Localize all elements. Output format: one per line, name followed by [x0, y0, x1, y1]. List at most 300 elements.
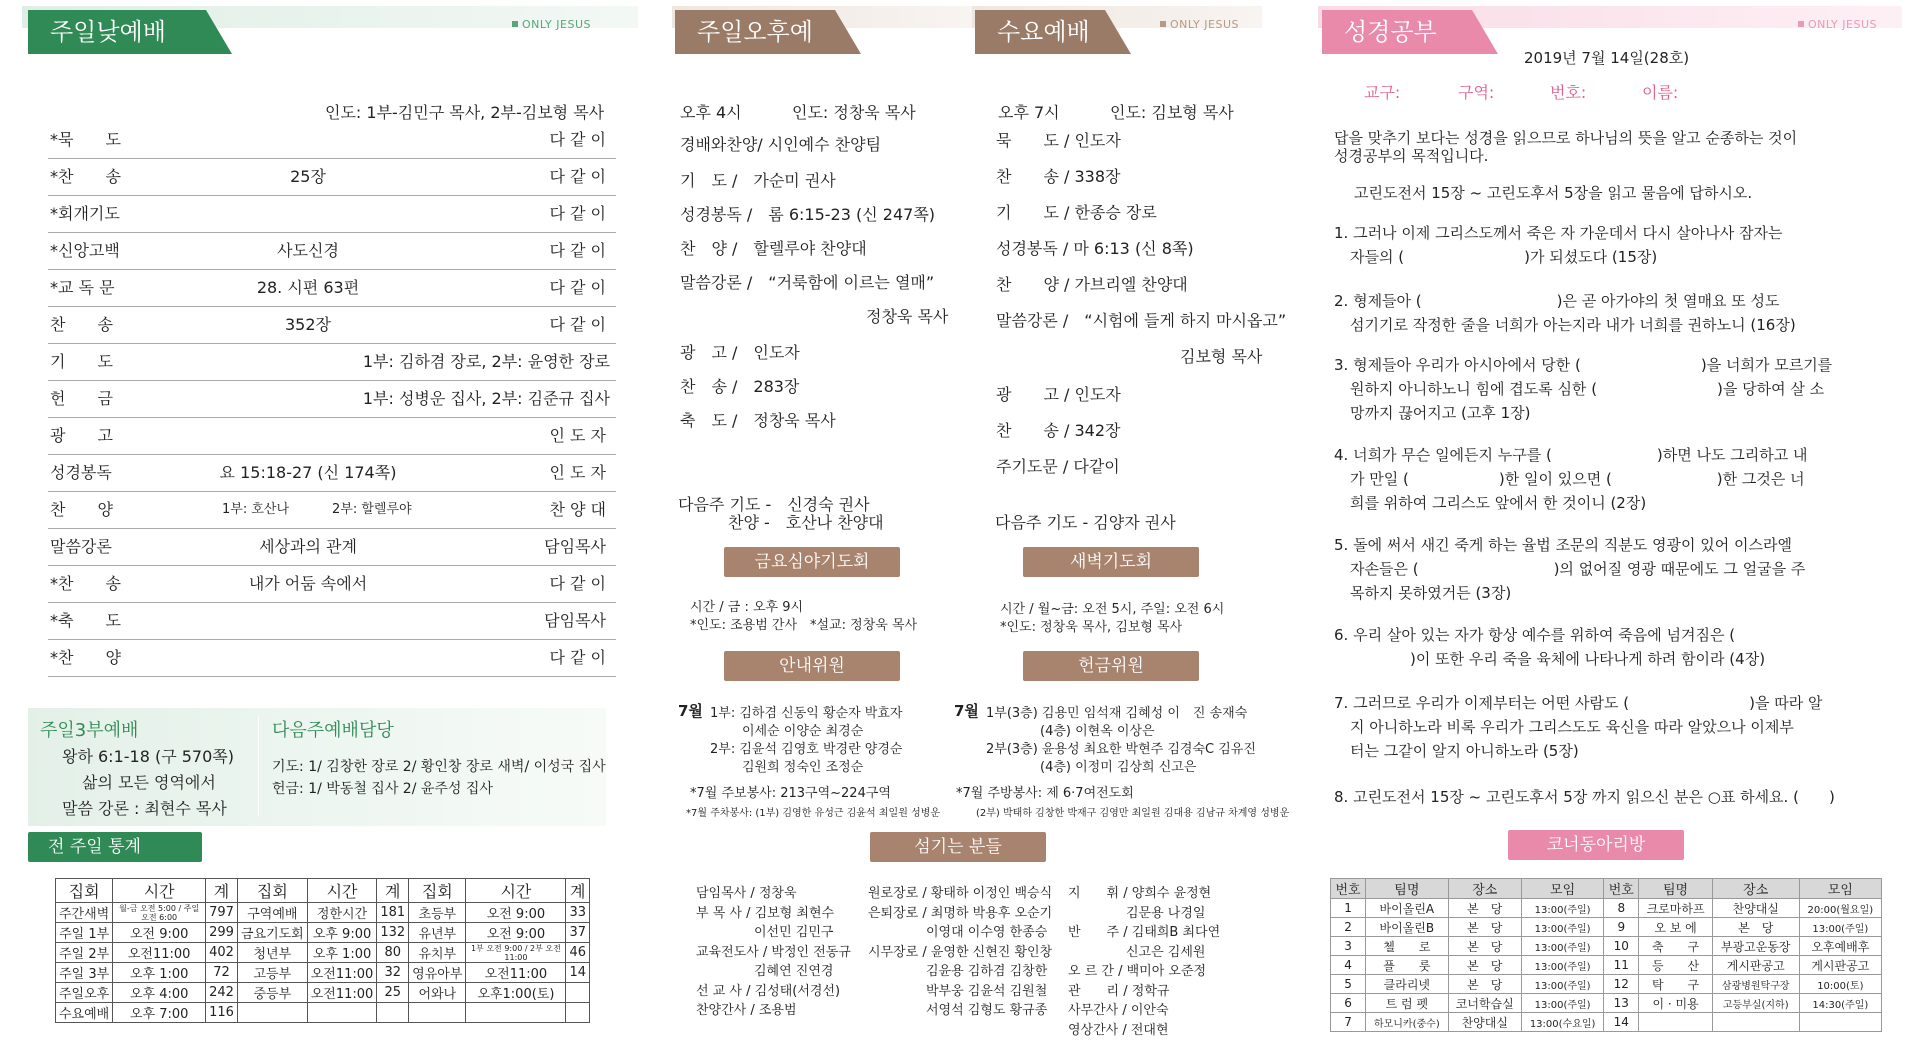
corner-cell: [1799, 1013, 1881, 1032]
order-leader: 담임목사: [544, 537, 606, 556]
stats-header-cell: 시간: [307, 879, 377, 903]
server-line: 찬양간사 / 조용범: [696, 1003, 797, 1018]
wednesday-title: 수요예배: [997, 18, 1090, 46]
corner-cell: 고등부실(지하): [1712, 994, 1799, 1013]
stats-cell: 주일 2부: [56, 943, 113, 963]
friday-prayer-title: 금요심야기도회: [754, 552, 870, 572]
server-line: 교육전도사 / 박정인 전동규: [696, 944, 851, 960]
stats-cell: 유치부: [409, 943, 466, 963]
offering-line: (4층) 이현옥 이상은: [1040, 724, 1155, 739]
order-item: 기 도: [50, 352, 113, 371]
order-row: [48, 603, 616, 640]
offering-title: 헌금위원: [1078, 656, 1144, 676]
sunday-afternoon-title: 주일오후예배: [697, 18, 813, 90]
corner-club-table: [1330, 878, 1882, 1032]
stats-header-cell: 계: [377, 879, 409, 903]
order-row: [48, 122, 616, 159]
afternoon-order-line: 경배와찬양/ 시인예수 찬양팀: [680, 135, 882, 154]
order-item: *찬 송: [50, 167, 121, 186]
stats-cell: 오후 7:00: [113, 1003, 206, 1023]
order-leader: 다 같 이: [549, 204, 606, 223]
corner-row: [1331, 937, 1882, 956]
stats-cell: 정한시간: [307, 903, 377, 923]
offering-month: 7월: [954, 702, 979, 720]
order-leader: 다 같 이: [549, 241, 606, 260]
corner-cell: 13:00(주일): [1521, 994, 1603, 1013]
server-line: 원로장로 / 황태하 이정인 백승식: [868, 886, 1053, 901]
order-leader: 인 도 자: [549, 426, 606, 445]
stats-cell: 46: [566, 943, 590, 963]
order-detail: 세상과의 관계: [259, 537, 357, 556]
corner-cell: 첼 로: [1366, 937, 1448, 956]
wednesday-order-line: 기 도 / 한종승 장로: [996, 203, 1157, 222]
wednesday-order-line: 성경봉독 / 마 6:13 (신 8쪽): [996, 239, 1194, 258]
stats-cell: 오후 1:00: [307, 943, 377, 963]
stats-cell: 797: [206, 903, 238, 923]
stats-cell: [466, 1003, 566, 1023]
stats-cell: 월-금 오전 5:00 / 주일 오전 6:00: [113, 903, 206, 923]
stats-cell: [409, 1003, 466, 1023]
corner-cell: 본 당: [1448, 975, 1521, 994]
corner-row: [1331, 899, 1882, 918]
corner-cell: 본 당: [1712, 918, 1799, 937]
order-row: [48, 233, 616, 270]
server-line: 반 주 / 김태희B 최다연: [1068, 925, 1221, 940]
order-item: *찬 송: [50, 574, 121, 593]
corner-cell: 13:00(주일): [1521, 956, 1603, 975]
wednesday-order-line: 광 고 / 인도자: [996, 385, 1121, 404]
corner-cell: 13:00(주일): [1521, 937, 1603, 956]
corner-cell: 오 보 에: [1639, 918, 1712, 937]
stats-cell: 37: [566, 923, 590, 943]
server-line: 이선민 김민구: [754, 925, 834, 940]
stats-row: [56, 1003, 590, 1023]
stats-cell: 14: [566, 963, 590, 983]
corner-club-title: 코너동아리방: [1546, 835, 1646, 855]
order-row: [48, 418, 616, 455]
third-service-line: 삶의 모든 영역에서: [82, 773, 216, 792]
corner-cell: 트 럼 펫: [1366, 994, 1448, 1013]
order-row: [48, 307, 616, 344]
corner-row: [1331, 994, 1882, 1013]
stats-cell: 오전11:00: [466, 963, 566, 983]
bible-study-header: [1322, 10, 1472, 54]
offering-line: 2부(3층) 윤용성 최요한 박현주 김경숙C 김유진: [986, 742, 1256, 757]
order-leader: 다 같 이: [549, 130, 606, 149]
corner-cell: 축 구: [1639, 937, 1712, 956]
stats-cell: [307, 1003, 377, 1023]
name-field[interactable]: 이름:: [1642, 83, 1679, 102]
corner-cell: 10: [1604, 937, 1639, 956]
stats-cell: [566, 1003, 590, 1023]
usher-line: 2부: 김윤석 김영호 박경란 양경순: [710, 742, 903, 757]
server-line: 김혜연 진연경: [754, 964, 834, 979]
afternoon-order-line: 성경봉독 / 롬 6:15-23 (신 247쪽): [680, 205, 936, 224]
server-line: 은퇴장로 / 최명하 박용후 오순기: [868, 905, 1053, 921]
stats-cell: 72: [206, 963, 238, 983]
stats-cell: 유년부: [409, 923, 466, 943]
afternoon-time: 오후 4시: [680, 103, 742, 122]
corner-cell: 바이올린B: [1366, 918, 1448, 937]
order-leader: 다 같 이: [549, 648, 606, 667]
order-detail: 2부: 할렐루야: [332, 502, 412, 517]
stats-cell: 181: [377, 903, 409, 923]
stats-cell: 299: [206, 923, 238, 943]
only-jesus-tag: ONLY JESUS: [1798, 18, 1877, 31]
study-intro: 답을 맞추기 보다는 성경을 읽으므로 하나님의 뜻을 알고 순종하는 것이: [1334, 129, 1798, 147]
corner-row: [1331, 956, 1882, 975]
sunday-morning-title: 주일낮예배: [50, 18, 166, 46]
corner-cell: 본 당: [1448, 937, 1521, 956]
order-detail: 1부: 김하겸 장로, 2부: 윤영한 장로: [362, 352, 610, 371]
stats-title: 전 주일 통계: [48, 837, 141, 857]
server-line: 담임목사 / 정창욱: [696, 886, 797, 901]
order-leader: 다 같 이: [549, 574, 606, 593]
stats-cell: 오후1:00(토): [466, 983, 566, 1003]
corner-cell: 12: [1604, 975, 1639, 994]
order-detail: 요 15:18-27 (신 174쪽): [219, 463, 397, 482]
corner-cell: 8: [1604, 899, 1639, 918]
corner-cell: 게시판공고: [1712, 956, 1799, 975]
corner-cell: 9: [1604, 918, 1639, 937]
wednesday-order-line: 찬 송 / 342장: [996, 421, 1121, 440]
next-week-line: 헌금: 1/ 박동철 집사 2/ 윤주성 집사: [272, 781, 493, 797]
bulletin-service: *7월 주보봉사: 213구역~224구역: [690, 786, 891, 801]
server-line: 이영대 이수영 한종승: [926, 925, 1048, 940]
server-line: 김문용 나경일: [1126, 905, 1206, 921]
stats-row: [56, 963, 590, 983]
question-line: 지 아니하노라 비록 우리가 그리스도도 육신을 따라 알았으나 이제부: [1350, 718, 1794, 736]
server-line: 김윤용 김하겸 김창한: [926, 964, 1048, 979]
server-line: 신고은 김세원: [1126, 944, 1206, 960]
question-line: 자들의 ( )가 되셨도다 (15장): [1350, 248, 1658, 266]
stats-cell: 어와나: [409, 983, 466, 1003]
stats-cell: 25: [377, 983, 409, 1003]
wednesday-header: [975, 10, 1105, 54]
number-field[interactable]: 번호:: [1550, 83, 1587, 102]
corner-cell: 13:00(주일): [1799, 918, 1881, 937]
question-line: 망까지 끊어지고 (고후 1장): [1350, 404, 1531, 422]
order-detail: 25장: [290, 167, 326, 186]
order-item: 헌 금: [50, 389, 113, 408]
third-service-line: 말씀 강론 : 최현수 목사: [62, 799, 227, 818]
usher-line: 이세순 이양순 최경순: [742, 724, 864, 739]
stats-cell: 주일오후: [56, 983, 113, 1003]
usher-header: [724, 651, 900, 681]
afternoon-order-line: 말씀강론 / “거룩함에 이르는 열매”: [680, 273, 935, 292]
sunday-morning-leader: 인도: 1부-김민구 목사, 2부-김보형 목사: [325, 103, 605, 122]
stats-cell: 242: [206, 983, 238, 1003]
study-instruction: 고린도전서 15장 ~ 고린도후서 5장을 읽고 물음에 답하시오.: [1354, 184, 1753, 202]
order-row: [48, 492, 616, 529]
server-line: 오 르 간 / 백미아 오준정: [1068, 964, 1207, 979]
stats-cell: 오전 9:00: [466, 903, 566, 923]
afternoon-next-praise: 찬양 - 호산나 찬양대: [728, 513, 884, 532]
corner-cell: 오후예배후: [1799, 937, 1881, 956]
stats-cell: 오전11:00: [307, 983, 377, 1003]
corner-cell: [1639, 1013, 1712, 1032]
corner-cell: 11: [1604, 956, 1639, 975]
dawn-leaders: *인도: 정창욱 목사, 김보형 목사: [1000, 620, 1183, 635]
zone-field[interactable]: 구역:: [1458, 83, 1495, 102]
stats-header-cell: 계: [206, 879, 238, 903]
stats-header-cell: 집회: [409, 879, 466, 903]
corner-cell: 3: [1331, 937, 1366, 956]
corner-club-header: [1508, 830, 1684, 860]
afternoon-leader: 인도: 정창욱 목사: [792, 103, 916, 122]
corner-cell: 등 산: [1639, 956, 1712, 975]
stats-row: [56, 903, 590, 923]
stats-cell: 오후 4:00: [113, 983, 206, 1003]
friday-leaders: *인도: 조용범 간사 *설교: 정창욱 목사: [690, 618, 918, 633]
corner-cell: 삼광병원탁구장: [1712, 975, 1799, 994]
third-service-line: 왕하 6:1-18 (구 570쪽): [62, 747, 234, 766]
question-line: 2. 형제들아 ( )은 곧 아가야의 첫 열매요 또 성도: [1334, 292, 1780, 310]
order-leader: 찬 양 대: [549, 500, 606, 519]
corner-cell: 14:30(주일): [1799, 994, 1881, 1013]
only-jesus-tag: ONLY JESUS: [1160, 18, 1239, 31]
question-line: 5. 돌에 써서 새긴 죽게 하는 율법 조문의 직분도 영광이 있어 이스라엘: [1334, 536, 1792, 554]
stats-cell: 주간새벽: [56, 903, 113, 923]
order-row: [48, 344, 616, 381]
corner-row: [1331, 1013, 1882, 1032]
server-line: 지 휘 / 양희수 윤정현: [1068, 886, 1212, 901]
third-service-title: 주일3부예배: [40, 720, 139, 741]
offering-header: [1023, 651, 1199, 681]
order-leader: 다 같 이: [549, 167, 606, 186]
corner-header-cell: 장소: [1712, 879, 1799, 899]
bible-study-title: 성경공부: [1344, 18, 1437, 46]
order-item: *묵 도: [50, 130, 121, 149]
question-line: )이 또한 우리 죽을 육체에 나타나게 하려 함이라 (4장): [1350, 650, 1766, 668]
corner-cell: 6: [1331, 994, 1366, 1013]
order-row: [48, 270, 616, 307]
corner-cell: 13:00(주일): [1521, 975, 1603, 994]
question-line: 섬기기로 작정한 줄을 너희가 아는지라 내가 너희를 권하노니 (16장): [1350, 316, 1796, 334]
question-line: 가 만일 ( )한 일이 있으면 ( )한 그것은 너: [1350, 470, 1805, 488]
corner-cell: 7: [1331, 1013, 1366, 1032]
corner-cell: 13:00(주일): [1521, 918, 1603, 937]
afternoon-order-line: 광 고 / 인도자: [680, 343, 800, 362]
order-item: 찬 양: [50, 500, 113, 519]
corner-cell: 바이올린A: [1366, 899, 1448, 918]
stats-cell: 주일 3부: [56, 963, 113, 983]
stats-cell: 오후 9:00: [307, 923, 377, 943]
question-line: 목하지 못하였거든 (3장): [1350, 584, 1512, 602]
stats-cell: 33: [566, 903, 590, 923]
corner-cell: 14: [1604, 1013, 1639, 1032]
order-detail: 사도신경: [277, 241, 339, 260]
order-item: *찬 양: [50, 648, 121, 667]
wednesday-order-line: 김보형 목사: [1180, 347, 1263, 366]
stats-cell: 금요기도회: [237, 923, 307, 943]
order-row: [48, 159, 616, 196]
servers-header: [870, 832, 1046, 862]
afternoon-order-line: 찬 양 / 할렐루야 찬양대: [680, 239, 867, 258]
study-intro: 성경공부의 목적입니다.: [1334, 147, 1489, 165]
corner-cell: 본 당: [1448, 899, 1521, 918]
offering-line: (4층) 이정미 김상희 신고은: [1040, 760, 1197, 775]
corner-cell: 본 당: [1448, 956, 1521, 975]
stats-cell: 주일 1부: [56, 923, 113, 943]
dawn-prayer-title: 새벽기도회: [1069, 552, 1153, 572]
stats-cell: [237, 1003, 307, 1023]
stats-cell: 구역예배: [237, 903, 307, 923]
question-line: 6. 우리 살아 있는 자가 항상 예수를 위하여 죽음에 넘겨짐은 (: [1334, 626, 1736, 644]
order-item: 광 고: [50, 426, 113, 445]
order-leader: 다 같 이: [549, 315, 606, 334]
parking-service-2: (2부) 박태하 김창한 박재구 김영만 최일원 김대용 김남규 차계영 성병운: [976, 808, 1290, 819]
sunday-morning-header: [28, 10, 206, 54]
corner-cell: 찬양대실: [1712, 899, 1799, 918]
question-line: 3. 형제들아 우리가 아시아에서 당한 ( )을 너희가 모르기를: [1334, 356, 1833, 374]
wednesday-order-line: 찬 송 / 338장: [996, 167, 1121, 186]
corner-cell: 2: [1331, 918, 1366, 937]
corner-header-cell: 모임: [1521, 879, 1603, 899]
stats-row: [56, 943, 590, 963]
corner-cell: 5: [1331, 975, 1366, 994]
order-row: [48, 529, 616, 566]
offering-line: 1부(3층) 김용민 임석재 김혜성 이 진 송재숙: [986, 706, 1248, 721]
corner-row: [1331, 975, 1882, 994]
stats-header-cell: 시간: [113, 879, 206, 903]
stats-cell: 고등부: [237, 963, 307, 983]
order-item: 찬 송: [50, 315, 113, 334]
question-line: 터는 그같이 알지 아니하노라 (5장): [1350, 742, 1579, 760]
corner-header-cell: 팀명: [1639, 879, 1712, 899]
divider: [258, 716, 259, 816]
only-jesus-tag: ONLY JESUS: [512, 18, 591, 31]
corner-cell: 1: [1331, 899, 1366, 918]
wednesday-next-prayer: 다음주 기도 - 김양자 권사: [995, 513, 1176, 532]
stats-cell: 32: [377, 963, 409, 983]
afternoon-order-line: 기 도 / 가순미 권사: [680, 171, 836, 190]
afternoon-order-line: 정창욱 목사: [866, 307, 949, 326]
stats-cell: 80: [377, 943, 409, 963]
server-line: 영상간사 / 전대현: [1068, 1022, 1169, 1038]
usher-line: 1부: 김하겸 신동익 황순자 박효자: [710, 706, 903, 721]
corner-header-cell: 장소: [1448, 879, 1521, 899]
order-item: *교 독 문: [50, 278, 115, 297]
corner-cell: 플 룻: [1366, 956, 1448, 975]
corner-cell: 탁 구: [1639, 975, 1712, 994]
wednesday-order-line: 말씀강론 / “시험에 들게 하지 마시옵고”: [996, 311, 1287, 330]
stats-cell: 402: [206, 943, 238, 963]
corner-cell: 13:00(주일): [1521, 899, 1603, 918]
corner-cell: [1712, 1013, 1799, 1032]
corner-cell: 코너학습실: [1448, 994, 1521, 1013]
wednesday-order-line: 주기도문 / 다같이: [996, 457, 1120, 476]
wednesday-order-line: 묵 도 / 인도자: [996, 131, 1121, 150]
corner-row: [1331, 918, 1882, 937]
server-line: 선 교 사 / 김성태(서경선): [696, 983, 841, 999]
corner-header-cell: 모임: [1799, 879, 1881, 899]
stats-table: [55, 878, 590, 1023]
usher-month: 7월: [678, 702, 703, 720]
stats-header: [28, 832, 202, 862]
wednesday-time: 오후 7시: [998, 103, 1060, 122]
corner-cell: 부광고운동장: [1712, 937, 1799, 956]
server-line: 관 리 / 정학규: [1068, 983, 1170, 999]
corner-cell: 찬양대실: [1448, 1013, 1521, 1032]
stats-header-cell: 집회: [56, 879, 113, 903]
stats-cell: 132: [377, 923, 409, 943]
stats-cell: [377, 1003, 409, 1023]
next-week-title: 다음주예배담당: [272, 720, 394, 741]
friday-time: 시간 / 금 : 오후 9시: [690, 600, 804, 615]
stats-cell: 오전 9:00: [466, 923, 566, 943]
afternoon-next-prayer: 다음주 기도 - 신경숙 권사: [678, 495, 870, 514]
question-line: 희를 위하여 그리스도 앞에서 한 것이니 (2장): [1350, 494, 1647, 512]
usher-line: 김원희 정숙인 조정순: [742, 760, 864, 775]
afternoon-order-line: 찬 송 / 283장: [680, 377, 800, 396]
stats-cell: 오전11:00: [307, 963, 377, 983]
stats-row: [56, 923, 590, 943]
stats-cell: 초등부: [409, 903, 466, 923]
usher-title: 안내위원: [779, 656, 845, 676]
stats-header-cell: 계: [566, 879, 590, 903]
corner-header-cell: 번호: [1331, 879, 1366, 899]
order-leader: 인 도 자: [549, 463, 606, 482]
server-line: 사무간사 / 이안숙: [1068, 1003, 1169, 1018]
corner-cell: 이 · 미용: [1639, 994, 1712, 1013]
corner-cell: 본 당: [1448, 918, 1521, 937]
corner-cell: 13: [1604, 994, 1639, 1013]
dawn-time: 시간 / 월~금: 오전 5시, 주일: 오전 6시: [1000, 602, 1225, 617]
question-line: 자손들은 ( )의 없어질 영광 때문에도 그 얼굴을 주: [1350, 560, 1806, 578]
wednesday-order-line: 찬 양 / 가브리엘 찬양대: [996, 275, 1188, 294]
stats-header-cell: 집회: [237, 879, 307, 903]
question-line: 원하지 아니하노니 힘에 겹도록 심한 ( )을 당하여 살 소: [1350, 380, 1825, 398]
order-row: [48, 566, 616, 603]
order-row: [48, 196, 616, 233]
kitchen-service: *7월 주방봉사: 제 6·7여전도회: [956, 786, 1134, 801]
order-leader: 담임목사: [544, 611, 606, 630]
stats-cell: 중등부: [237, 983, 307, 1003]
server-line: 서영석 김형도 황규종: [926, 1003, 1048, 1018]
servers-title: 섬기는 분들: [914, 837, 1002, 857]
corner-cell: 13:00(수요일): [1521, 1013, 1603, 1032]
stats-row: [56, 983, 590, 1003]
sunday-afternoon-header: [675, 10, 835, 90]
wednesday-leader: 인도: 김보형 목사: [1110, 103, 1234, 122]
corner-cell: 20:00(월요일): [1799, 899, 1881, 918]
corner-header-cell: 번호: [1604, 879, 1639, 899]
district-field[interactable]: 교구:: [1364, 83, 1401, 102]
order-detail: 352장: [285, 315, 331, 334]
corner-cell: 하모니카(중수): [1366, 1013, 1448, 1032]
order-item: 성경봉독: [50, 463, 112, 482]
stats-cell: 116: [206, 1003, 238, 1023]
corner-cell: 10:00(토): [1799, 975, 1881, 994]
stats-cell: 오전 9:00: [113, 923, 206, 943]
order-detail: 28. 시편 63편: [256, 278, 360, 297]
server-line: 부 목 사 / 김보형 최현수: [696, 905, 835, 921]
question-line: 1. 그러나 이제 그리스도께서 죽은 자 가운데서 다시 살아나사 잠자는: [1334, 224, 1783, 242]
study-date: 2019년 7월 14일(28호): [1524, 49, 1690, 67]
corner-cell: 크로마하프: [1639, 899, 1712, 918]
stats-header-cell: 시간: [466, 879, 566, 903]
stats-cell: 오후 1:00: [113, 963, 206, 983]
question-line: 7. 그러므로 우리가 이제부터는 어떤 사람도 ( )을 따라 알: [1334, 694, 1823, 712]
server-line: 박부웅 김윤석 김원철: [926, 983, 1048, 999]
order-item: *회개기도: [50, 204, 120, 223]
order-item: 말씀강론: [50, 537, 112, 556]
order-detail: 1부: 성병운 집사, 2부: 김준규 집사: [362, 389, 610, 408]
afternoon-order-line: 축 도 / 정창욱 목사: [680, 411, 836, 430]
question-line: 8. 고린도전서 15장 ~ 고린도후서 5장 까지 읽으신 분은 ○표 하세요. ( ): [1334, 788, 1835, 806]
dawn-prayer-header: [1023, 547, 1199, 577]
